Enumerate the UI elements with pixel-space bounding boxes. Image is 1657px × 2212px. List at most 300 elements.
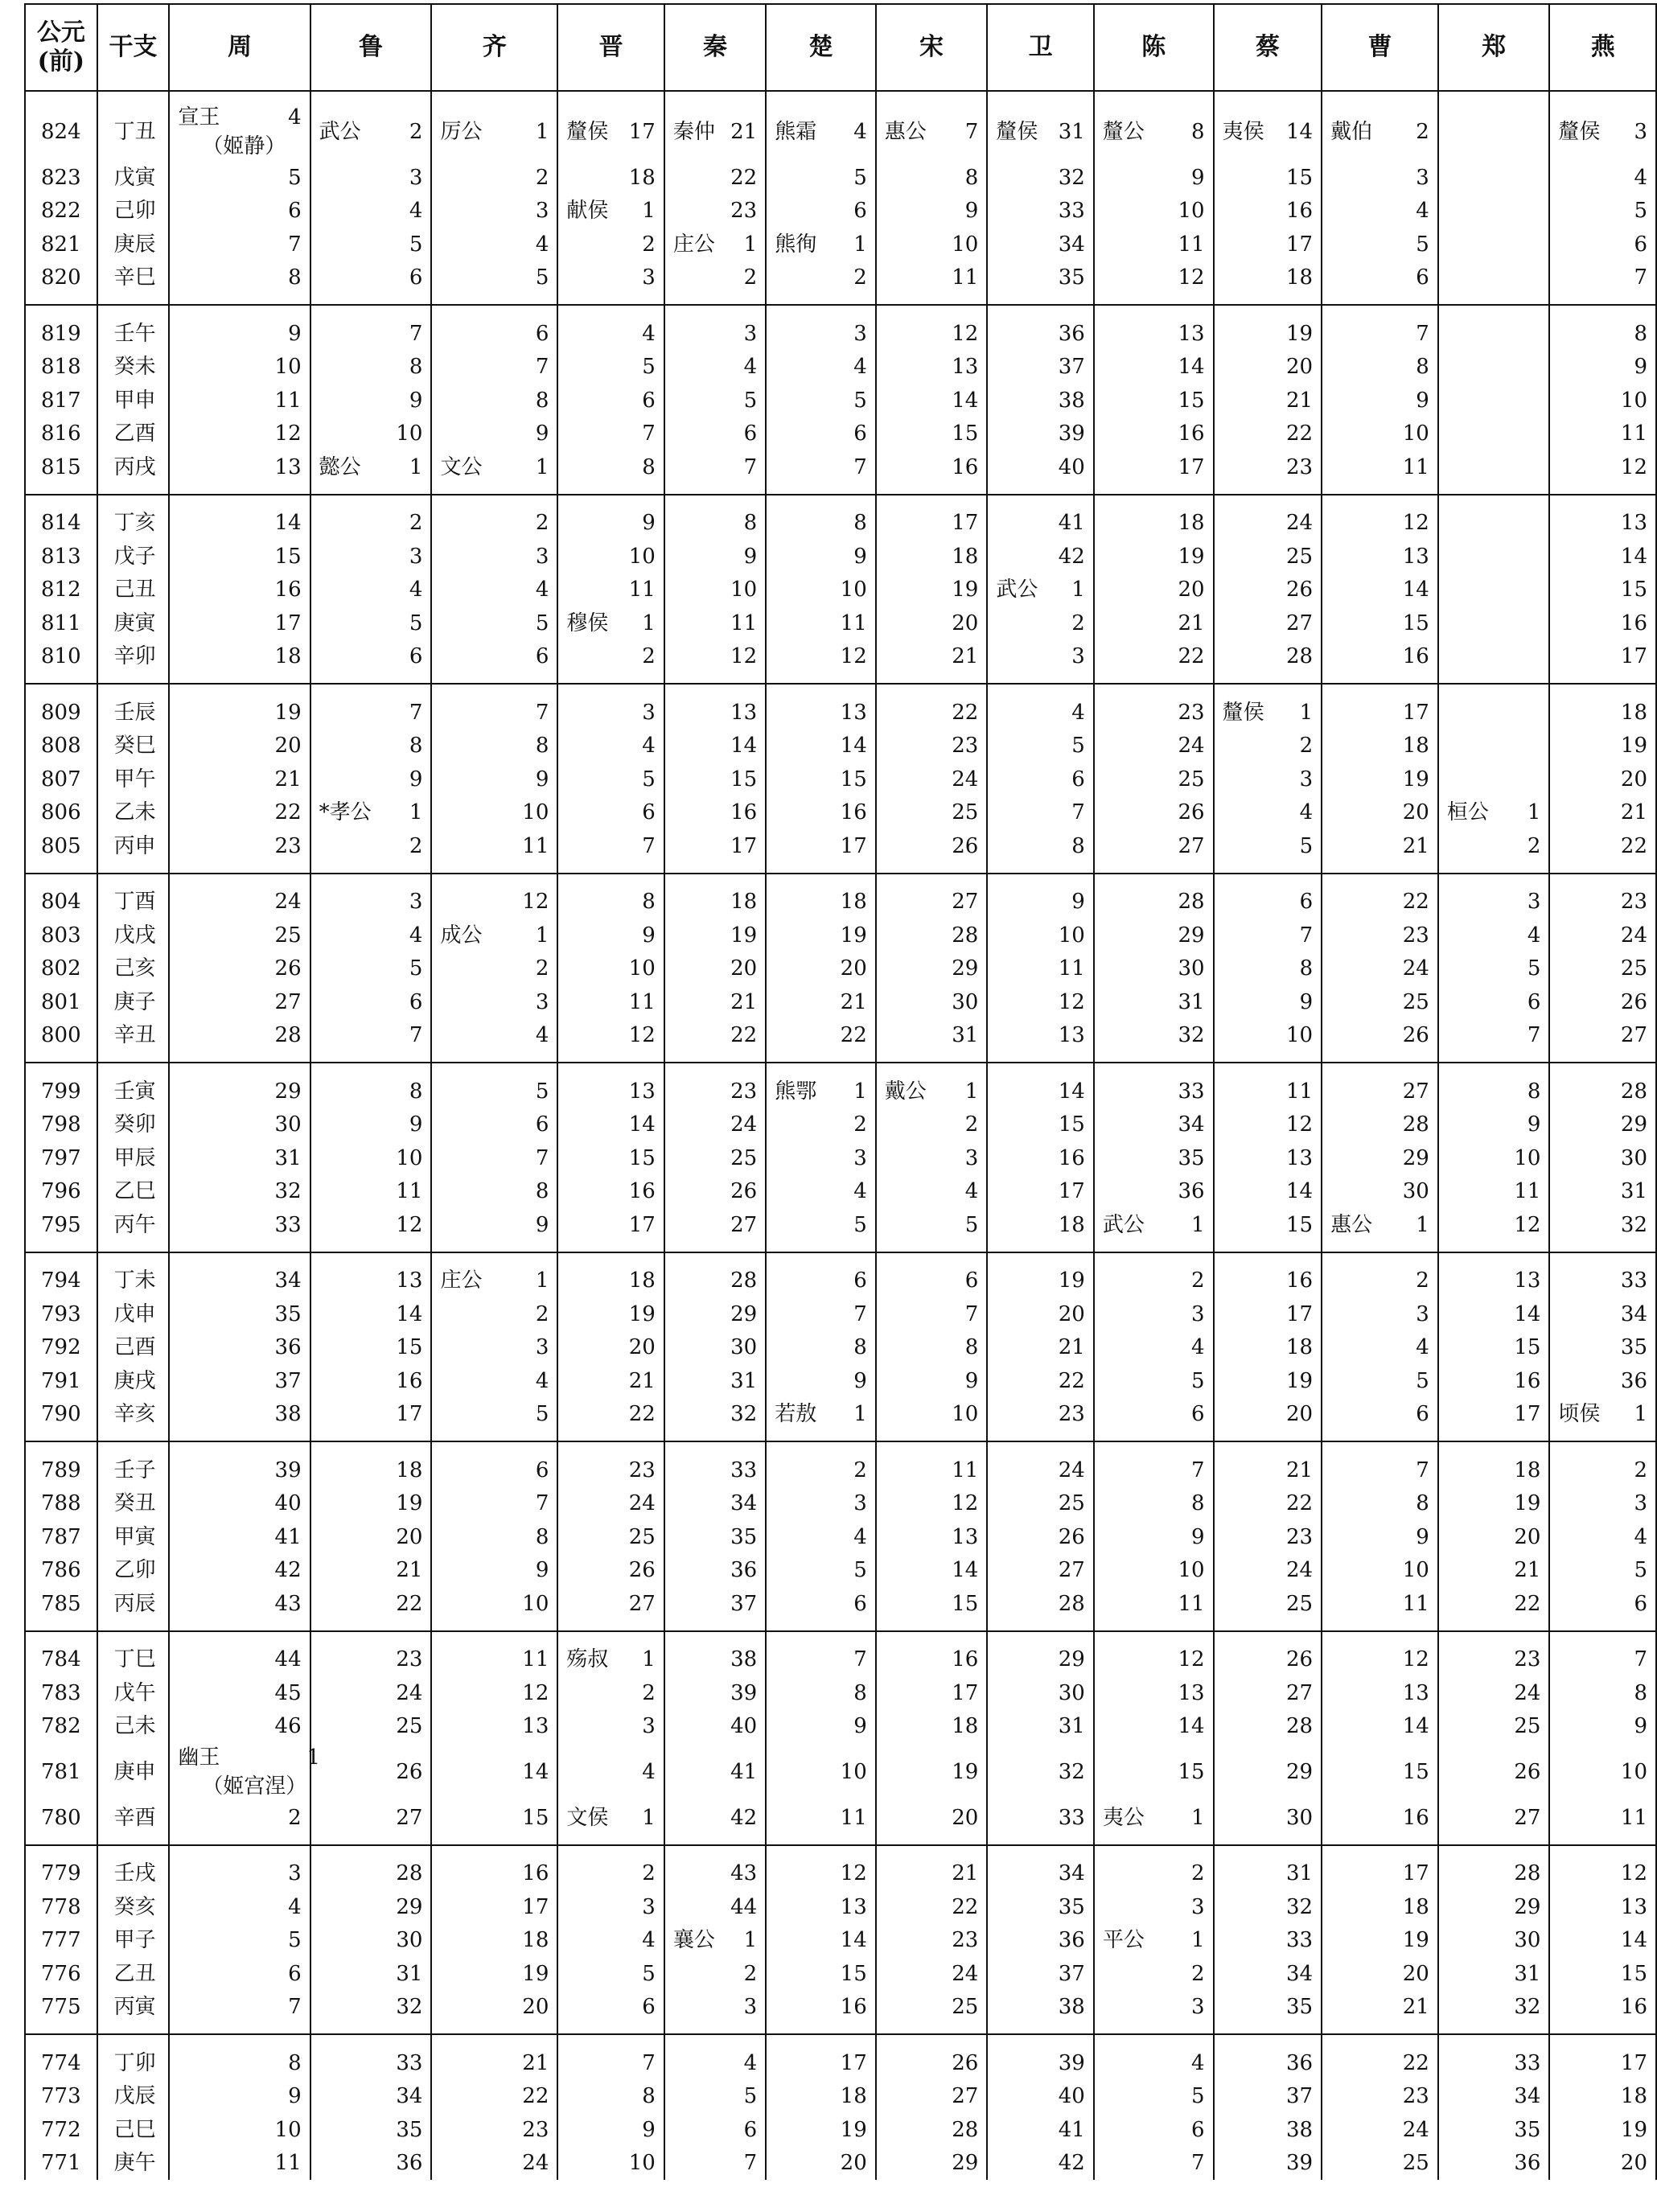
cao-cell — [1322, 1554, 1438, 1588]
cao-cell — [1322, 1141, 1438, 1175]
year-cell: 802 — [25, 952, 97, 986]
lu-cell — [310, 1208, 432, 1252]
lu-cell — [310, 919, 432, 952]
chu-cell — [766, 1487, 876, 1521]
wei-cell — [987, 1141, 1093, 1175]
chu-cell — [766, 640, 876, 685]
cao-cell — [1322, 952, 1438, 986]
jin-cell — [557, 1175, 664, 1209]
year-cell: 814 — [25, 495, 97, 541]
table-row — [25, 1676, 1656, 1710]
lu-cell — [310, 1108, 432, 1142]
reign-year-value: 3 — [743, 1995, 758, 2020]
reign-year-value: 12 — [1402, 511, 1429, 536]
reign-year-value: 28 — [1286, 1714, 1314, 1739]
reign-year-value: 7 — [409, 700, 423, 725]
reign-year-value: 7 — [1527, 1023, 1541, 1048]
zhou-cell — [169, 2147, 310, 2181]
cai-cell — [1214, 1710, 1322, 1744]
wei-cell — [987, 1520, 1093, 1554]
lu-cell — [310, 2147, 432, 2181]
jin-cell — [557, 91, 664, 161]
ganzhi-cell: 戊戌 — [97, 919, 170, 952]
qin-cell — [664, 1019, 766, 1063]
yan-cell — [1549, 763, 1656, 796]
ganzhi-cell: 丙辰 — [97, 1587, 170, 1631]
qin-cell — [664, 574, 766, 607]
reign-year-value: 23 — [274, 833, 302, 858]
chen-cell — [1094, 195, 1214, 228]
reign-year-value: 8 — [1299, 956, 1314, 981]
reign-year-value: 2 — [535, 511, 549, 536]
jin-cell — [557, 1019, 664, 1063]
ganzhi-cell: 辛丑 — [97, 1019, 170, 1063]
lu-cell — [310, 1801, 432, 1845]
cao-cell — [1322, 1019, 1438, 1063]
qi-cell — [431, 985, 557, 1019]
zhou-cell — [169, 1801, 310, 1845]
reign-year-value: 8 — [964, 165, 979, 190]
cao-cell — [1322, 261, 1438, 306]
header-chu: 楚 — [766, 4, 876, 91]
qin-cell — [664, 919, 766, 952]
chen-cell — [1094, 1743, 1214, 1801]
reign-year-value: 4 — [409, 199, 423, 224]
yan-cell — [1549, 1364, 1656, 1398]
jin-cell — [557, 1487, 664, 1521]
zheng-cell — [1438, 1441, 1550, 1487]
song-cell — [876, 1208, 988, 1252]
reign-year-value: 31 — [1514, 1961, 1541, 1986]
reign-year-value: 23 — [522, 2117, 549, 2142]
wei-cell — [987, 1845, 1093, 1891]
qi-cell — [431, 228, 557, 261]
header-qin: 秦 — [664, 4, 766, 91]
ruler-name-text: 釐侯 — [566, 120, 609, 144]
zhou-cell — [169, 1175, 310, 1209]
reign-year-value: 15 — [522, 1805, 549, 1830]
song-cell — [876, 606, 988, 640]
qin-cell — [664, 1141, 766, 1175]
reign-year-value: 5 — [1416, 1368, 1429, 1393]
qin-cell — [664, 1441, 766, 1487]
song-cell — [876, 1845, 988, 1891]
yan-cell — [1549, 829, 1656, 874]
yan-cell — [1549, 1141, 1656, 1175]
qi-cell — [431, 195, 557, 228]
reign-year-value: 18 — [1402, 1894, 1429, 1919]
reign-year-value: 5 — [642, 1961, 656, 1986]
wei-cell — [987, 1631, 1093, 1677]
reign-year-value: 15 — [1286, 1212, 1314, 1237]
reign-year-value: 28 — [274, 1023, 302, 1048]
cao-cell — [1322, 195, 1438, 228]
zheng-cell — [1438, 1520, 1550, 1554]
qi-cell — [431, 684, 557, 730]
zheng-cell — [1438, 1710, 1550, 1744]
reign-year-value: 6 — [1299, 890, 1314, 915]
cai-cell — [1214, 2080, 1322, 2114]
jin-cell — [557, 1957, 664, 1991]
header-jin: 晋 — [557, 4, 664, 91]
lu-cell — [310, 540, 432, 574]
reign-year-value: 32 — [1514, 1995, 1541, 2020]
reign-year-value: 7 — [1416, 321, 1429, 346]
yan-cell — [1549, 640, 1656, 685]
wei-cell — [987, 2034, 1093, 2080]
reign-year-value: 19 — [730, 923, 758, 948]
reign-year-value: 40 — [274, 1491, 302, 1516]
zheng-cell — [1438, 1487, 1550, 1521]
chu-cell — [766, 305, 876, 351]
zheng-cell — [1438, 1208, 1550, 1252]
reign-year-value: 18 — [1286, 265, 1314, 290]
table-row — [25, 640, 1656, 685]
reign-year-value: 6 — [535, 1458, 549, 1482]
reign-year-value: 1 — [535, 1268, 549, 1293]
reign-year-value: 8 — [288, 2050, 302, 2075]
ganzhi-cell: 壬戌 — [97, 1845, 170, 1891]
qin-cell — [664, 384, 766, 417]
reign-year-value: 11 — [952, 265, 979, 290]
zheng-cell — [1438, 1364, 1550, 1398]
table-row — [25, 261, 1656, 306]
wei-cell — [987, 1743, 1093, 1801]
wei-cell — [987, 228, 1093, 261]
table-row — [25, 985, 1656, 1019]
year-cell: 822 — [25, 195, 97, 228]
reign-year-value: 11 — [628, 989, 656, 1014]
yan-cell — [1549, 796, 1656, 830]
qi-cell — [431, 1331, 557, 1365]
qin-cell — [664, 1364, 766, 1398]
ruler-name — [440, 1266, 482, 1295]
zheng-cell — [1438, 763, 1550, 796]
ruler-name — [1103, 1211, 1145, 1240]
lu-cell — [310, 1631, 432, 1677]
reign-year-value: 19 — [1178, 544, 1205, 569]
reign-year-value: 14 — [1402, 578, 1429, 602]
year-cell: 798 — [25, 1108, 97, 1142]
wei-cell — [987, 1890, 1093, 1924]
yan-cell — [1549, 2113, 1656, 2147]
cai-cell — [1214, 1801, 1322, 1845]
chu-cell — [766, 1587, 876, 1631]
reign-year-value: 35 — [274, 1301, 302, 1326]
lu-cell — [310, 417, 432, 451]
zheng-cell — [1438, 1175, 1550, 1209]
song-cell — [876, 228, 988, 261]
table-row — [25, 1924, 1656, 1958]
reign-year-value: 6 — [409, 989, 423, 1014]
lu-cell — [310, 1676, 432, 1710]
reign-year-value: 18 — [628, 165, 656, 190]
zheng-cell — [1438, 1991, 1550, 2035]
yan-cell — [1549, 161, 1656, 195]
reign-year-value: 15 — [1178, 388, 1205, 413]
qi-cell — [431, 1924, 557, 1958]
qi-cell — [431, 2080, 557, 2114]
reign-year-value: 13 — [1402, 544, 1429, 569]
ruler-name-text: 桓公 — [1446, 800, 1489, 825]
zhou-cell — [169, 450, 310, 495]
reign-year-value: 9 — [409, 767, 423, 791]
table-row — [25, 606, 1656, 640]
chu-cell — [766, 384, 876, 417]
jin-cell — [557, 574, 664, 607]
reign-year-value: 5 — [1527, 956, 1541, 981]
reign-year-value: 27 — [274, 989, 302, 1014]
zhou-cell — [169, 1587, 310, 1631]
year-cell: 823 — [25, 161, 97, 195]
reign-year-value: 2 — [642, 644, 656, 669]
wei-cell — [987, 1710, 1093, 1744]
lu-cell — [310, 730, 432, 763]
reign-year-value: 10 — [1178, 199, 1205, 224]
reign-year-value: 4 — [409, 578, 423, 602]
reign-year-value: 8 — [409, 1079, 423, 1104]
wei-cell — [987, 952, 1093, 986]
jin-cell — [557, 606, 664, 640]
reign-year-value: 44 — [274, 1647, 302, 1672]
wei-cell — [987, 985, 1093, 1019]
reign-year-value: 1 — [409, 800, 423, 825]
lu-cell — [310, 1487, 432, 1521]
ganzhi-cell: 乙未 — [97, 796, 170, 830]
wei-cell — [987, 384, 1093, 417]
table-row — [25, 417, 1656, 451]
song-cell — [876, 195, 988, 228]
qin-cell — [664, 1957, 766, 1991]
ruler-name-text: 夷公 — [1102, 1805, 1145, 1830]
ruler-name — [440, 117, 482, 146]
reign-year-value: 5 — [853, 165, 867, 190]
zhou-cell — [169, 161, 310, 195]
reign-year-value: 25 — [1620, 956, 1647, 981]
cai-cell — [1214, 1108, 1322, 1142]
reign-year-value: 6 — [1416, 265, 1429, 290]
reign-year-value: 17 — [628, 120, 656, 144]
cai-cell — [1214, 351, 1322, 384]
ruler-name-text: 戴公 — [884, 1079, 927, 1104]
reign-year-value: 9 — [1527, 1112, 1541, 1137]
qin-cell — [664, 417, 766, 451]
reign-year-value: 25 — [1178, 767, 1205, 791]
reign-year-value: 3 — [1191, 1894, 1205, 1919]
zhou-cell — [169, 952, 310, 986]
reign-year-value: 9 — [642, 2117, 656, 2142]
zheng-cell — [1438, 2080, 1550, 2114]
reign-year-value: 19 — [1286, 1368, 1314, 1393]
reign-year-value: 4 — [642, 1760, 656, 1784]
ganzhi-cell: 庚午 — [97, 2147, 170, 2181]
song-cell — [876, 640, 988, 685]
zhou-cell — [169, 2034, 310, 2080]
reign-year-value: 8 — [1416, 355, 1429, 380]
reign-year-value: 34 — [1178, 1112, 1205, 1137]
chen-cell — [1094, 1554, 1214, 1588]
table-row — [25, 574, 1656, 607]
chu-cell — [766, 1845, 876, 1891]
yan-cell — [1549, 1063, 1656, 1108]
reign-year-value: 34 — [1058, 1861, 1085, 1886]
qin-cell — [664, 1924, 766, 1958]
chu-cell — [766, 606, 876, 640]
chen-cell — [1094, 1297, 1214, 1331]
reign-year-value: 7 — [642, 421, 656, 446]
reign-year-value: 26 — [628, 1558, 656, 1583]
reign-year-value: 8 — [853, 1680, 867, 1705]
reign-year-value: 13 — [274, 454, 302, 479]
reign-year-value: 6 — [535, 321, 549, 346]
reign-year-value: 38 — [274, 1402, 302, 1427]
reign-year-value: 10 — [396, 1145, 423, 1170]
ruler-name-text: 武公 — [1102, 1212, 1145, 1237]
yan-cell — [1549, 228, 1656, 261]
reign-year-value: 33 — [1514, 2050, 1541, 2075]
wei-cell — [987, 1063, 1093, 1108]
lu-cell — [310, 829, 432, 874]
reign-year-value: 3 — [409, 544, 423, 569]
reign-year-value: 35 — [1058, 265, 1085, 290]
qi-cell — [431, 351, 557, 384]
song-cell — [876, 495, 988, 541]
reign-year-value: 19 — [1620, 734, 1647, 759]
cao-cell — [1322, 1441, 1438, 1487]
reign-year-value: 41 — [1058, 2117, 1085, 2142]
year-cell: 795 — [25, 1208, 97, 1252]
zheng-cell — [1438, 1297, 1550, 1331]
reign-year-value: 22 — [1402, 2050, 1429, 2075]
chu-cell — [766, 985, 876, 1019]
reign-year-value: 10 — [1402, 1558, 1429, 1583]
reign-year-value: 21 — [628, 1368, 656, 1393]
lu-cell — [310, 1297, 432, 1331]
reign-year-value: 1 — [642, 1805, 656, 1830]
qin-cell — [664, 1554, 766, 1588]
reign-year-value: 9 — [409, 388, 423, 413]
reign-year-value: 5 — [853, 388, 867, 413]
qi-cell — [431, 1890, 557, 1924]
header-zheng: 郑 — [1438, 4, 1550, 91]
zheng-cell — [1438, 161, 1550, 195]
qin-cell — [664, 1676, 766, 1710]
reign-year-value: 17 — [840, 2050, 867, 2075]
chu-cell — [766, 450, 876, 495]
reign-year-value: 12 — [952, 1491, 979, 1516]
header-row — [25, 4, 1656, 91]
yan-cell — [1549, 985, 1656, 1019]
table-row — [25, 450, 1656, 495]
lu-cell — [310, 985, 432, 1019]
ganzhi-cell: 丁丑 — [97, 91, 170, 161]
reign-year-value: 31 — [1058, 120, 1085, 144]
zhou-cell — [169, 305, 310, 351]
reign-year-value: 18 — [952, 1714, 979, 1739]
ruler-name-text: 平公 — [1102, 1928, 1145, 1953]
reign-year-value: 24 — [1402, 956, 1429, 981]
song-cell — [876, 1141, 988, 1175]
reign-year-value: 12 — [274, 421, 302, 446]
cao-cell — [1322, 1924, 1438, 1958]
reign-year-value: 5 — [1299, 833, 1314, 858]
song-cell — [876, 1801, 988, 1845]
reign-year-value: 2 — [853, 1458, 867, 1482]
reign-year-value: 26 — [1286, 578, 1314, 602]
reign-year-value: 25 — [274, 923, 302, 948]
zhou-cell — [169, 1019, 310, 1063]
reign-year-value: 2 — [409, 511, 423, 536]
qi-cell — [431, 1587, 557, 1631]
cao-cell — [1322, 1208, 1438, 1252]
reign-year-value: 25 — [1286, 544, 1314, 569]
reign-year-value: 14 — [840, 734, 867, 759]
reign-year-value: 24 — [1620, 923, 1647, 948]
zheng-cell — [1438, 1676, 1550, 1710]
ruler-name — [319, 798, 372, 827]
zhou-cell — [169, 874, 310, 919]
qin-cell — [664, 1710, 766, 1744]
chu-cell — [766, 1175, 876, 1209]
reign-year-value: 13 — [1620, 511, 1647, 536]
ruler-name — [885, 1077, 927, 1106]
jin-cell — [557, 2113, 664, 2147]
reign-year-value: 3 — [535, 1335, 549, 1360]
reign-year-value: 32 — [1286, 1894, 1314, 1919]
table-row — [25, 228, 1656, 261]
reign-year-value: 5 — [642, 355, 656, 380]
cai-cell — [1214, 1141, 1322, 1175]
lu-cell — [310, 640, 432, 685]
cai-cell — [1214, 1631, 1322, 1677]
ganzhi-cell: 丁巳 — [97, 1631, 170, 1677]
cao-cell — [1322, 2080, 1438, 2114]
reign-year-value: 10 — [1286, 1023, 1314, 1048]
yan-cell — [1549, 730, 1656, 763]
table-row — [25, 763, 1656, 796]
reign-year-value: 8 — [288, 265, 302, 290]
reign-year-value: 7 — [1416, 1458, 1429, 1482]
reign-year-value: 13 — [1178, 1680, 1205, 1705]
cao-cell — [1322, 1398, 1438, 1442]
ruler-name-text: 成公 — [440, 923, 483, 948]
reign-year-value: 20 — [1286, 1402, 1314, 1427]
reign-year-value: 20 — [396, 1524, 423, 1549]
header-ganzhi: 干支 — [97, 4, 170, 91]
reign-year-value: 1 — [964, 1079, 979, 1104]
song-cell — [876, 574, 988, 607]
year-cell: 790 — [25, 1398, 97, 1442]
cao-cell — [1322, 450, 1438, 495]
yan-cell — [1549, 1019, 1656, 1063]
reign-year-value: 9 — [409, 1112, 423, 1137]
reign-year-value: 18 — [1620, 700, 1647, 725]
reign-year-value: 7 — [535, 1491, 549, 1516]
zheng-cell — [1438, 228, 1550, 261]
ruler-name — [1558, 1400, 1600, 1429]
reign-year-value: 24 — [1514, 1680, 1541, 1705]
qi-cell — [431, 1208, 557, 1252]
zheng-cell — [1438, 606, 1550, 640]
reign-year-value: 12 — [1178, 265, 1205, 290]
chen-cell — [1094, 2080, 1214, 2114]
reign-year-value: 40 — [1058, 2084, 1085, 2109]
table-row — [25, 1208, 1656, 1252]
song-cell — [876, 417, 988, 451]
reign-year-value: 20 — [1620, 2151, 1647, 2176]
zheng-cell — [1438, 351, 1550, 384]
cai-cell — [1214, 796, 1322, 830]
